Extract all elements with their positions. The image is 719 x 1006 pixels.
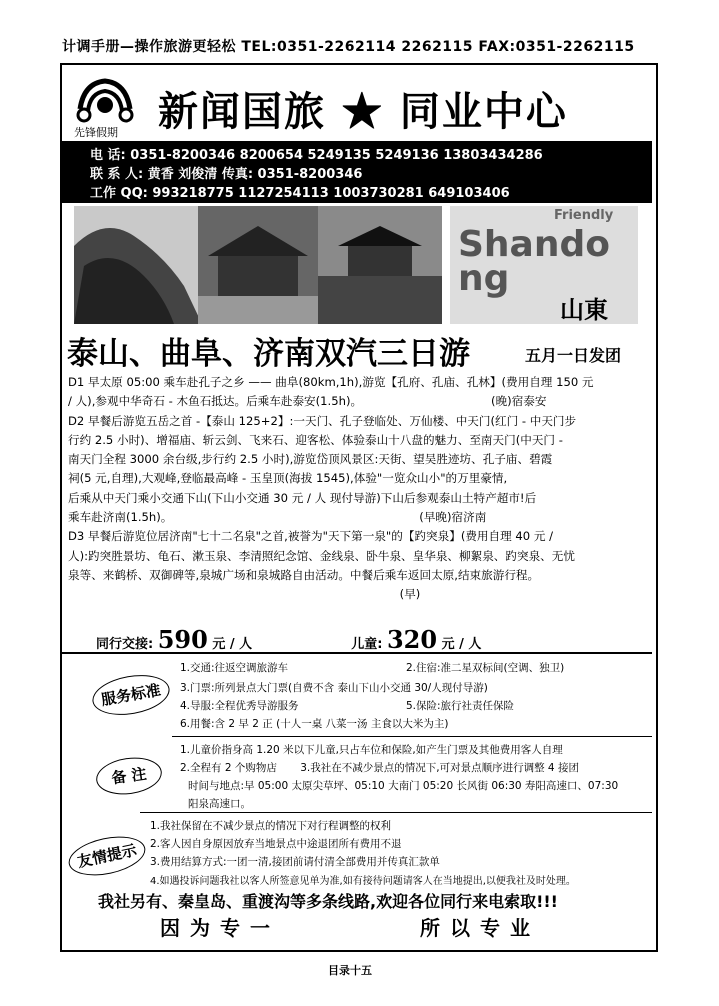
slogan-right: 所以专业: [420, 916, 540, 940]
pavilion-photo: [318, 206, 442, 324]
peer-price-unit: 元 / 人: [212, 637, 253, 652]
note-line: 1.儿童价指身高 1.20 米以下儿童,只占车位和保险,如产生门票及其他费用客人自理: [180, 744, 563, 756]
photo-strip: [74, 206, 640, 326]
tips-stamp: 友情提示: [65, 830, 149, 881]
shandong-chinese: 山東: [560, 295, 608, 324]
tip-line: 2.客人因自身原因放弃当地景点中途退团所有费用不退: [150, 838, 402, 850]
price-line: [96, 625, 481, 654]
shandong-text: Shandong: [458, 224, 610, 299]
service-item: 6.用餐:含 2 早 2 正 (十人一桌 八菜一汤 主食以大米为主): [180, 718, 449, 730]
logo-text: 先锋假期: [74, 126, 118, 139]
contact-phone: 电 话: 0351-8200346 8200654 5249135 5249136 13803434286: [90, 148, 543, 163]
rock-photo: [74, 206, 202, 324]
itinerary-line: 人):趵突胜景坊、龟石、漱玉泉、李清照纪念馆、金线泉、卧牛泉、皇华泉、柳絮泉、趵突泉、无忧: [68, 548, 575, 563]
more-routes: 我社另有、秦皇岛、重渡沟等多条线路,欢迎各位同行来电索取!!!: [98, 892, 558, 911]
tip-line: 3.费用结算方式:一团一清,接团前请付清全部费用并传真汇款单: [150, 856, 440, 868]
service-item: 4.导服:全程优秀导游服务: [180, 700, 299, 712]
trip-title: 泰山、曲阜、济南双汽三日游: [67, 336, 470, 372]
divider: [62, 652, 652, 654]
contact-box: [62, 141, 652, 203]
child-price-unit: 元 / 人: [441, 637, 482, 652]
page-number: 目录十五: [328, 964, 372, 977]
divider: [140, 812, 652, 813]
itinerary-line: 后乘从中天门乘小交通下山(下山小交通 30 元 / 人 现付导游)下山后参观泰山土特产超市!后: [68, 490, 537, 505]
itinerary-line: 乘车赴济南(1.5h)。 (早晚)宿济南: [68, 510, 487, 525]
itinerary: [68, 373, 654, 605]
service-item: 3.门票:所列景点大门票(自费不含 泰山下山小交通 30/人现付导游): [180, 682, 488, 694]
divider: [172, 736, 652, 737]
peer-price-value: 590: [157, 625, 208, 654]
itinerary-line: D3 早餐后游览位居济南"七十二名泉"之首,被誉为"天下第一泉"的【趵突泉】(费用自理 40 元 /: [68, 529, 554, 544]
peer-price-label: 同行交接:: [96, 637, 154, 652]
tip-line: 4.如遇投诉问题我社以客人所签意见单为准,如有接待问题请客人在当地提出,以便我社及时处理。: [150, 876, 576, 887]
itinerary-line: (早): [68, 587, 421, 602]
contact-people: 联 系 人: 黄香 刘俊清 传真: 0351-8200346: [90, 167, 363, 182]
service-item: 1.交通:往返空调旅游车: [180, 662, 289, 674]
note-line: 阳泉高速口。: [188, 798, 251, 810]
itinerary-line: 泉等、来鹤桥、双御碑等,泉城广场和泉城路自由活动。中餐后乘车返回太原,结束旅游行程。: [68, 567, 540, 582]
shandong-logo: [450, 206, 638, 324]
top-header-line: 计调手册—操作旅游更轻松 TEL:0351-2262114 2262115 FAX:0351-2262115: [62, 39, 635, 55]
service-item: 5.保险:旅行社责任保险: [406, 700, 515, 712]
slogan-left: 因为专一: [160, 916, 280, 940]
tip-line: 1.我社保留在不减少景点的情况下对行程调整的权利: [150, 820, 392, 832]
note-line: 2.全程有 2 个购物店 3.我社在不减少景点的情况下,可对景点顺序进行调整 4 接团: [180, 762, 579, 774]
itinerary-line: 南天门全程 3000 余台级,步行约 2.5 小时),游览岱顶风景区:天街、望吴胜迹坊、孔子庙、碧霞: [68, 452, 553, 467]
itinerary-line: 祠(5 元,自理),大观峰,登临最高峰 - 玉皇顶(海拔 1545),体验"一览众山小"的万里豪情,: [68, 471, 508, 486]
service-item: 2.住宿:准二星双标间(空调、独卫): [406, 662, 565, 674]
itinerary-line: D1 早太原 05:00 乘车赴孔子之乡 —— 曲阜(80km,1h),游览【孔府、孔庙、孔林】(费用自理 150 元: [68, 375, 594, 389]
service-stamp: 服务标准: [89, 670, 172, 721]
child-price-label: 儿童:: [351, 637, 383, 652]
notes-stamp: 备 注: [94, 754, 164, 799]
temple-photo: [198, 206, 318, 324]
note-line: 时间与地点:早 05:00 太原尖草坪、05:10 大南门 05:20 长风街 06:30 寿阳高速口、07:30: [188, 780, 619, 792]
itinerary-line: / 人),参观中华奇石 - 木鱼石抵达。后乘车赴泰安(1.5h)。 (晚)宿泰安: [68, 394, 547, 409]
depart-date: 五月一日发团: [525, 346, 622, 365]
contact-qq: 工作 QQ: 993218775 1127254113 1003730281 649103406: [90, 186, 510, 201]
friendly-text: Friendly: [554, 208, 614, 223]
itinerary-line: 行约 2.5 小时)、增福庙、斩云剑、飞来石、迎客松、体验泰山十八盘的魅力、至南天门(中天门 -: [68, 432, 563, 447]
child-price-value: 320: [386, 625, 438, 654]
agency-title: 新闻国旅 ★ 同业中心: [158, 88, 568, 135]
itinerary-line: D2 早餐后游览五岳之首 -【泰山 125+2】:一天门、孔子登临处、万仙楼、中天门(红门 - 中天门步: [68, 413, 577, 428]
